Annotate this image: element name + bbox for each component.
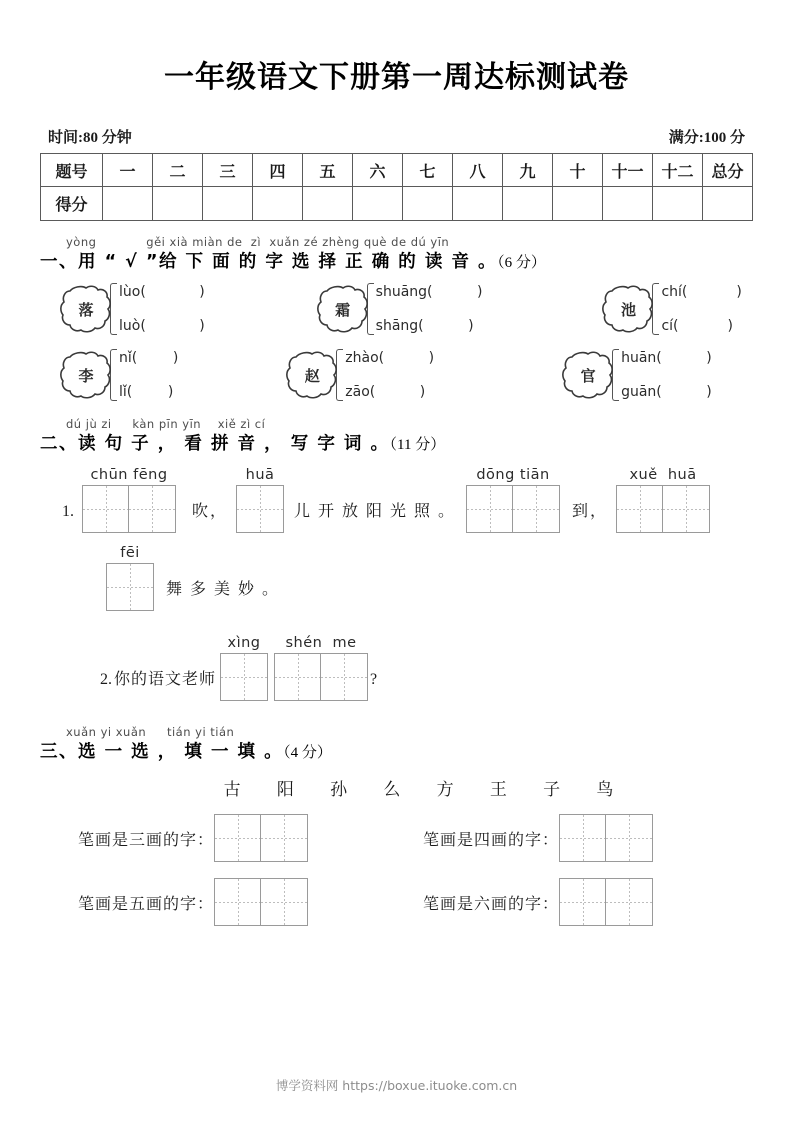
stroke-count-label: 笔画是六画的字： bbox=[423, 895, 560, 913]
tianzige-cell[interactable] bbox=[663, 486, 709, 532]
section-3-heading bbox=[40, 725, 753, 765]
score-table-col-header: 四 bbox=[253, 154, 303, 187]
pinyin-choice-row bbox=[40, 349, 753, 401]
tianzige-cell[interactable] bbox=[275, 654, 321, 700]
bubble-character: 官 bbox=[580, 366, 596, 385]
section-1-body bbox=[40, 283, 753, 401]
character-bubble bbox=[60, 351, 112, 399]
stroke-count-answer-grid[interactable] bbox=[559, 814, 653, 862]
character-bubble bbox=[286, 351, 338, 399]
tianzige-cell[interactable] bbox=[237, 486, 283, 532]
pinyin-choice-item bbox=[60, 349, 178, 401]
blank-xing-grid[interactable] bbox=[220, 653, 268, 701]
reading-options bbox=[661, 283, 741, 335]
section-1-title-text: 一、用 “ √ ”给 下 面 的 字 选 择 正 确 的 读 音 。 bbox=[40, 252, 498, 272]
section-2-title-text: 二、读 句 子 ， 看 拼 音 ， 写 字 词 。 bbox=[40, 434, 390, 454]
score-table-col-header: 三 bbox=[203, 154, 253, 187]
exam-total-score-label: 满分:100 分 bbox=[668, 130, 745, 146]
section-2-title bbox=[40, 432, 753, 457]
stroke-count-label: 笔画是四画的字： bbox=[423, 831, 560, 849]
character-bubble bbox=[602, 285, 654, 333]
stroke-count-answer-grid[interactable] bbox=[214, 814, 308, 862]
score-table-col-header: 十一 bbox=[603, 154, 653, 187]
blank-xing[interactable] bbox=[220, 633, 268, 701]
bubble-character: 赵 bbox=[304, 366, 320, 385]
score-table-score-cell[interactable] bbox=[253, 187, 303, 221]
section-3-fill-grid bbox=[40, 814, 753, 926]
q2-text-2: ? bbox=[370, 671, 380, 688]
tianzige-cell[interactable] bbox=[467, 486, 513, 532]
reading-option[interactable]: zhào( ) bbox=[345, 350, 435, 366]
score-table-score-cell[interactable] bbox=[403, 187, 453, 221]
score-table-score-cell[interactable] bbox=[103, 187, 153, 221]
reading-option[interactable]: zāo( ) bbox=[345, 384, 426, 400]
blank-xing-pinyin: xìng bbox=[227, 635, 261, 651]
q2-text-1: 你的语文老师 bbox=[114, 671, 217, 688]
section-3-title bbox=[40, 740, 753, 765]
blank-chunfeng-pinyin: chūn fēng bbox=[90, 467, 168, 483]
section-3-title-text: 三、选 一 选 ， 填 一 填 。 bbox=[40, 742, 284, 762]
blank-shenme[interactable] bbox=[274, 633, 368, 701]
section-1-heading bbox=[40, 235, 753, 275]
score-table-score-cell[interactable] bbox=[553, 187, 603, 221]
blank-xuehua-pinyin: xuě huā bbox=[629, 467, 697, 483]
score-table-header-row bbox=[41, 154, 753, 187]
character-bubble bbox=[60, 285, 112, 333]
section-1-title bbox=[40, 250, 753, 275]
reading-option[interactable]: luò( ) bbox=[119, 318, 205, 334]
stroke-count-fill-item bbox=[78, 814, 423, 862]
reading-option[interactable]: shuāng( ) bbox=[375, 284, 483, 300]
tianzige-cell[interactable] bbox=[261, 815, 307, 861]
score-table-row-label-score: 得分 bbox=[41, 187, 103, 221]
character-bubble bbox=[317, 285, 369, 333]
bubble-character: 霜 bbox=[335, 300, 351, 319]
q1-text-3: 到， bbox=[572, 503, 609, 520]
score-table-score-cell[interactable] bbox=[353, 187, 403, 221]
blank-dongtian-grid[interactable] bbox=[466, 485, 560, 533]
blank-hua-pinyin: huā bbox=[245, 467, 275, 483]
score-table-col-header: 九 bbox=[503, 154, 553, 187]
score-table-score-cell[interactable] bbox=[303, 187, 353, 221]
score-table-col-header: 六 bbox=[353, 154, 403, 187]
stroke-count-answer-grid[interactable] bbox=[214, 878, 308, 926]
bubble-character: 池 bbox=[620, 300, 636, 319]
stroke-count-fill-item bbox=[78, 878, 423, 926]
pinyin-choice-row bbox=[40, 283, 753, 335]
q1-text-4: 舞 多 美 妙 。 bbox=[166, 581, 281, 598]
blank-fei-pinyin: fēi bbox=[120, 545, 140, 561]
blank-dongtian-pinyin: dōng tiān bbox=[476, 467, 550, 483]
stroke-count-fill-item bbox=[423, 878, 753, 926]
tianzige-cell[interactable] bbox=[215, 815, 261, 861]
tianzige-cell[interactable] bbox=[83, 486, 129, 532]
section-2-points: （11 分） bbox=[389, 437, 446, 453]
score-table-col-header: 八 bbox=[453, 154, 503, 187]
score-table-score-cell[interactable] bbox=[203, 187, 253, 221]
bubble-character: 落 bbox=[78, 300, 94, 319]
blank-shenme-pinyin: shén me bbox=[285, 635, 357, 651]
footer-watermark: 博学资料网 https://boxue.ituoke.com.cn bbox=[275, 1078, 518, 1093]
score-table bbox=[40, 153, 753, 221]
section-2-q2-line bbox=[40, 633, 753, 701]
stroke-count-fill-item bbox=[423, 814, 753, 862]
score-table-col-header: 二 bbox=[153, 154, 203, 187]
pinyin-choice-item bbox=[60, 283, 205, 335]
pinyin-choice-item bbox=[602, 283, 741, 335]
reading-option[interactable]: huān( ) bbox=[621, 350, 712, 366]
score-table-score-cell[interactable] bbox=[703, 187, 753, 221]
stroke-count-label: 笔画是三画的字： bbox=[78, 831, 215, 849]
reading-options bbox=[119, 283, 205, 335]
reading-option[interactable]: guān( ) bbox=[621, 384, 712, 400]
blank-fei[interactable] bbox=[106, 543, 154, 611]
tianzige-cell[interactable] bbox=[321, 654, 367, 700]
section-2-q1-line-2 bbox=[40, 543, 753, 611]
section-1-pinyin: yòng gěi xià miàn de zì xuǎn zé zhèng què de dú yīn bbox=[66, 235, 450, 249]
section-1 bbox=[40, 235, 753, 401]
score-table-score-cell[interactable] bbox=[603, 187, 653, 221]
section-2-heading bbox=[40, 417, 753, 457]
pinyin-choice-item bbox=[286, 349, 434, 401]
blank-xuehua-grid[interactable] bbox=[616, 485, 710, 533]
score-table-col-header: 七 bbox=[403, 154, 453, 187]
score-table-score-row bbox=[41, 187, 753, 221]
reading-option[interactable]: nǐ( ) bbox=[119, 350, 179, 366]
exam-meta-row bbox=[40, 126, 753, 147]
blank-dongtian[interactable] bbox=[466, 465, 560, 533]
tianzige-cell[interactable] bbox=[513, 486, 559, 532]
q2-number: 2. bbox=[100, 671, 112, 688]
tianzige-cell[interactable] bbox=[606, 879, 652, 925]
blank-xuehua[interactable] bbox=[616, 465, 710, 533]
section-1-points: （6 分） bbox=[497, 255, 546, 271]
section-3-points: （4 分） bbox=[283, 745, 332, 761]
reading-options bbox=[621, 349, 712, 401]
score-table-score-cell[interactable] bbox=[453, 187, 503, 221]
reading-option[interactable]: shāng( ) bbox=[375, 318, 474, 334]
section-3-pinyin: xuǎn yi xuǎn tián yi tián bbox=[66, 725, 235, 739]
bubble-character: 李 bbox=[78, 366, 94, 385]
pinyin-choice-item bbox=[562, 349, 712, 401]
q1-number: 1. bbox=[62, 503, 74, 520]
tianzige-cell[interactable] bbox=[617, 486, 663, 532]
reading-options bbox=[376, 283, 483, 335]
stroke-count-answer-grid[interactable] bbox=[559, 878, 653, 926]
reading-options bbox=[345, 349, 434, 401]
section-2-pinyin: dú jù zi kàn pīn yīn xiě zì cí bbox=[66, 417, 266, 431]
reading-option[interactable]: lùo( ) bbox=[119, 284, 205, 300]
score-table-score-cell[interactable] bbox=[153, 187, 203, 221]
q1-text-1: 吹， bbox=[192, 503, 229, 520]
tianzige-cell[interactable] bbox=[261, 879, 307, 925]
pinyin-choice-item bbox=[317, 283, 483, 335]
section-3 bbox=[40, 725, 753, 926]
tianzige-cell[interactable] bbox=[560, 879, 606, 925]
score-table-col-header: 十 bbox=[553, 154, 603, 187]
tianzige-cell[interactable] bbox=[129, 486, 175, 532]
score-table-col-header: 一 bbox=[103, 154, 153, 187]
section-3-character-pool: 古 阳 孙 么 方 王 子 鸟 bbox=[223, 780, 630, 799]
blank-chunfeng-grid[interactable] bbox=[82, 485, 176, 533]
reading-options bbox=[119, 349, 178, 401]
blank-chunfeng[interactable] bbox=[82, 465, 176, 533]
reading-option[interactable]: chí( ) bbox=[661, 284, 742, 300]
tianzige-cell[interactable] bbox=[606, 815, 652, 861]
score-table-score-cell[interactable] bbox=[503, 187, 553, 221]
score-table-score-cell[interactable] bbox=[653, 187, 703, 221]
tianzige-cell[interactable] bbox=[560, 815, 606, 861]
exam-time-label: 时间:80 分钟 bbox=[48, 130, 132, 146]
score-table-row-label-question: 题号 bbox=[41, 154, 103, 187]
section-2 bbox=[40, 417, 753, 701]
q1-text-2: 儿 开 放 阳 光 照 。 bbox=[294, 503, 457, 520]
section-2-q1-line-1 bbox=[40, 465, 753, 533]
reading-option[interactable]: cí( ) bbox=[661, 318, 733, 334]
tianzige-cell[interactable] bbox=[215, 879, 261, 925]
stroke-count-label: 笔画是五画的字： bbox=[78, 895, 215, 913]
blank-hua[interactable] bbox=[236, 465, 284, 533]
score-table-col-header: 五 bbox=[303, 154, 353, 187]
reading-option[interactable]: lǐ( ) bbox=[119, 384, 174, 400]
tianzige-cell[interactable] bbox=[107, 564, 153, 610]
score-table-col-header: 十二 bbox=[653, 154, 703, 187]
blank-fei-grid[interactable] bbox=[106, 563, 154, 611]
character-bubble bbox=[562, 351, 614, 399]
page-title: 一年级语文下册第一周达标测试卷 bbox=[164, 60, 629, 95]
score-table-col-header: 总分 bbox=[703, 154, 753, 187]
blank-hua-grid[interactable] bbox=[236, 485, 284, 533]
blank-shenme-grid[interactable] bbox=[274, 653, 368, 701]
tianzige-cell[interactable] bbox=[221, 654, 267, 700]
